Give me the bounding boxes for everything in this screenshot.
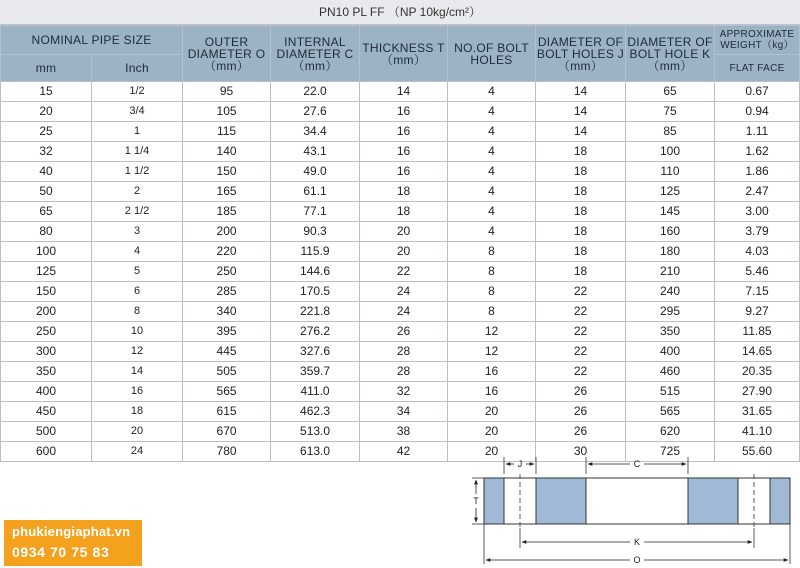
- dimension-t: [472, 478, 484, 524]
- cell-bolt-count: 4: [448, 202, 536, 222]
- cell-bolt-count: 4: [448, 222, 536, 242]
- cell-internal-diameter: 43.1: [271, 142, 360, 162]
- cell-bolt-count: 16: [448, 362, 536, 382]
- cell-weight: 1.62: [715, 142, 800, 162]
- cell-bolt-hole-diameter: 30: [536, 442, 626, 462]
- cell-bolt-hole-diameter: 18: [536, 242, 626, 262]
- cell-outer-diameter: 615: [183, 402, 271, 422]
- cell-thickness: 16: [360, 162, 448, 182]
- cell-mm: 15: [1, 82, 92, 102]
- header-flat-face: FLAT FACE: [715, 55, 800, 82]
- cell-bolt-circle-diameter: 295: [626, 302, 715, 322]
- cell-internal-diameter: 221.8: [271, 302, 360, 322]
- cell-bolt-count: 16: [448, 382, 536, 402]
- table-row: [1, 402, 800, 422]
- label-k: K: [633, 537, 641, 547]
- cell-thickness: 32: [360, 382, 448, 402]
- cell-bolt-hole-diameter: 22: [536, 282, 626, 302]
- cell-mm: 300: [1, 342, 92, 362]
- cell-inch: 12: [92, 342, 183, 362]
- table-title: PN10 PL FF （NP 10kg/cm²）: [0, 0, 800, 25]
- cell-mm: 32: [1, 142, 92, 162]
- cell-internal-diameter: 90.3: [271, 222, 360, 242]
- cell-thickness: 24: [360, 282, 448, 302]
- cell-weight: 55.60: [715, 442, 800, 462]
- cell-outer-diameter: 95: [183, 82, 271, 102]
- cell-internal-diameter: 77.1: [271, 202, 360, 222]
- cell-inch: 20: [92, 422, 183, 442]
- brand-watermark: [4, 520, 142, 566]
- cell-weight: 27.90: [715, 382, 800, 402]
- cell-bolt-count: 4: [448, 122, 536, 142]
- table-row: [1, 142, 800, 162]
- cell-mm: 65: [1, 202, 92, 222]
- cell-thickness: 16: [360, 122, 448, 142]
- header-mm: mm: [1, 55, 92, 82]
- cell-bolt-count: 12: [448, 322, 536, 342]
- dimension-k: [520, 528, 754, 548]
- cell-internal-diameter: 22.0: [271, 82, 360, 102]
- cell-bolt-hole-diameter: 18: [536, 262, 626, 282]
- table-row: [1, 222, 800, 242]
- cell-internal-diameter: 144.6: [271, 262, 360, 282]
- cell-bolt-circle-diameter: 240: [626, 282, 715, 302]
- cell-bolt-circle-diameter: 350: [626, 322, 715, 342]
- cell-bolt-hole-diameter: 18: [536, 162, 626, 182]
- table-row: [1, 102, 800, 122]
- header-bolt-circle-diameter: DIAMETER OF BOLT HOLE K（mm）: [626, 26, 715, 82]
- label-c: C: [633, 459, 641, 469]
- cell-inch: 2: [92, 182, 183, 202]
- cell-thickness: 22: [360, 262, 448, 282]
- cell-mm: 200: [1, 302, 92, 322]
- cell-thickness: 18: [360, 202, 448, 222]
- dimension-j: [504, 457, 536, 474]
- table-row: [1, 202, 800, 222]
- cell-outer-diameter: 670: [183, 422, 271, 442]
- cell-bolt-count: 8: [448, 302, 536, 322]
- cell-inch: 1/2: [92, 82, 183, 102]
- table-row: [1, 242, 800, 262]
- cell-inch: 14: [92, 362, 183, 382]
- cell-internal-diameter: 513.0: [271, 422, 360, 442]
- cell-bolt-count: 4: [448, 82, 536, 102]
- flange-spec-table: [0, 25, 800, 462]
- cell-outer-diameter: 220: [183, 242, 271, 262]
- cell-bolt-count: 8: [448, 282, 536, 302]
- cell-weight: 20.35: [715, 362, 800, 382]
- cell-thickness: 20: [360, 222, 448, 242]
- table-row: [1, 302, 800, 322]
- cell-inch: 1 1/4: [92, 142, 183, 162]
- cell-bolt-count: 12: [448, 342, 536, 362]
- cell-mm: 350: [1, 362, 92, 382]
- cell-thickness: 16: [360, 142, 448, 162]
- header-internal-diameter: INTERNAL DIAMETER C（mm）: [271, 26, 360, 82]
- cell-mm: 80: [1, 222, 92, 242]
- cell-inch: 10: [92, 322, 183, 342]
- cell-outer-diameter: 395: [183, 322, 271, 342]
- cell-bolt-hole-diameter: 26: [536, 422, 626, 442]
- cell-weight: 7.15: [715, 282, 800, 302]
- cell-thickness: 26: [360, 322, 448, 342]
- cell-inch: 1 1/2: [92, 162, 183, 182]
- cell-thickness: 28: [360, 362, 448, 382]
- cell-bolt-circle-diameter: 160: [626, 222, 715, 242]
- label-t: T: [473, 496, 479, 506]
- cell-internal-diameter: 49.0: [271, 162, 360, 182]
- brand-website: phukiengiaphat.vn: [12, 524, 131, 539]
- cell-internal-diameter: 462.3: [271, 402, 360, 422]
- cell-thickness: 34: [360, 402, 448, 422]
- cell-outer-diameter: 780: [183, 442, 271, 462]
- header-inch: Inch: [92, 55, 183, 82]
- header-approximate-weight: APPROXIMATE WEIGHT（kg）: [715, 26, 800, 55]
- table-row: [1, 362, 800, 382]
- table-row: [1, 422, 800, 442]
- cell-bolt-hole-diameter: 18: [536, 142, 626, 162]
- cell-bolt-count: 4: [448, 102, 536, 122]
- cell-inch: 6: [92, 282, 183, 302]
- cell-inch: 5: [92, 262, 183, 282]
- cell-bolt-count: 20: [448, 422, 536, 442]
- header-bolt-holes-count: NO.OF BOLT HOLES: [448, 26, 536, 82]
- cell-inch: 3/4: [92, 102, 183, 122]
- cell-bolt-circle-diameter: 145: [626, 202, 715, 222]
- table-row: [1, 322, 800, 342]
- cell-mm: 20: [1, 102, 92, 122]
- cell-bolt-hole-diameter: 26: [536, 402, 626, 422]
- cell-thickness: 20: [360, 242, 448, 262]
- flange-section: [484, 474, 790, 528]
- cell-weight: 1.11: [715, 122, 800, 142]
- cell-weight: 41.10: [715, 422, 800, 442]
- cell-bolt-circle-diameter: 210: [626, 262, 715, 282]
- cell-outer-diameter: 165: [183, 182, 271, 202]
- cell-thickness: 28: [360, 342, 448, 362]
- cell-bolt-count: 20: [448, 442, 536, 462]
- cell-outer-diameter: 115: [183, 122, 271, 142]
- cell-internal-diameter: 27.6: [271, 102, 360, 122]
- cell-bolt-circle-diameter: 620: [626, 422, 715, 442]
- cell-weight: 9.27: [715, 302, 800, 322]
- cell-weight: 5.46: [715, 262, 800, 282]
- cell-mm: 40: [1, 162, 92, 182]
- cell-bolt-circle-diameter: 515: [626, 382, 715, 402]
- cell-weight: 4.03: [715, 242, 800, 262]
- cell-outer-diameter: 445: [183, 342, 271, 362]
- cell-weight: 3.79: [715, 222, 800, 242]
- brand-phone: 0934 70 75 83: [12, 544, 110, 560]
- cell-bolt-circle-diameter: 110: [626, 162, 715, 182]
- cell-thickness: 14: [360, 82, 448, 102]
- table-body: [1, 82, 800, 462]
- cell-bolt-count: 8: [448, 242, 536, 262]
- table-row: [1, 162, 800, 182]
- table-row: [1, 122, 800, 142]
- table-row: [1, 262, 800, 282]
- cell-outer-diameter: 250: [183, 262, 271, 282]
- cell-bolt-circle-diameter: 400: [626, 342, 715, 362]
- cell-outer-diameter: 200: [183, 222, 271, 242]
- cell-mm: 125: [1, 262, 92, 282]
- cell-bolt-count: 4: [448, 182, 536, 202]
- table-row: [1, 282, 800, 302]
- cell-bolt-count: 20: [448, 402, 536, 422]
- cell-inch: 1: [92, 122, 183, 142]
- header-thickness: THICKNESS T（mm）: [360, 26, 448, 82]
- cell-internal-diameter: 34.4: [271, 122, 360, 142]
- cell-bolt-circle-diameter: 180: [626, 242, 715, 262]
- cell-internal-diameter: 327.6: [271, 342, 360, 362]
- cell-internal-diameter: 61.1: [271, 182, 360, 202]
- cell-weight: 14.65: [715, 342, 800, 362]
- cell-outer-diameter: 340: [183, 302, 271, 322]
- cell-outer-diameter: 185: [183, 202, 271, 222]
- cell-bolt-circle-diameter: 565: [626, 402, 715, 422]
- cell-inch: 24: [92, 442, 183, 462]
- cell-bolt-hole-diameter: 14: [536, 82, 626, 102]
- cell-bolt-circle-diameter: 65: [626, 82, 715, 102]
- cell-bolt-hole-diameter: 18: [536, 222, 626, 242]
- cell-bolt-count: 4: [448, 142, 536, 162]
- cell-mm: 450: [1, 402, 92, 422]
- header-nominal-pipe-size: NOMINAL PIPE SIZE: [1, 26, 183, 55]
- cell-mm: 50: [1, 182, 92, 202]
- cell-bolt-circle-diameter: 75: [626, 102, 715, 122]
- header-bolt-hole-diameter: DIAMETER OF BOLT HOLES J（mm）: [536, 26, 626, 82]
- cell-bolt-hole-diameter: 22: [536, 302, 626, 322]
- cell-bolt-circle-diameter: 460: [626, 362, 715, 382]
- cell-weight: 3.00: [715, 202, 800, 222]
- cell-bolt-circle-diameter: 125: [626, 182, 715, 202]
- cell-mm: 500: [1, 422, 92, 442]
- cell-bolt-hole-diameter: 22: [536, 362, 626, 382]
- cell-thickness: 18: [360, 182, 448, 202]
- cell-bolt-hole-diameter: 22: [536, 322, 626, 342]
- cell-weight: 31.65: [715, 402, 800, 422]
- cell-inch: 4: [92, 242, 183, 262]
- header-outer-diameter: OUTER DIAMETER O（mm）: [183, 26, 271, 82]
- cell-internal-diameter: 170.5: [271, 282, 360, 302]
- cell-inch: 16: [92, 382, 183, 402]
- cell-weight: 11.85: [715, 322, 800, 342]
- cell-inch: 2 1/2: [92, 202, 183, 222]
- cell-mm: 25: [1, 122, 92, 142]
- cell-mm: 100: [1, 242, 92, 262]
- cell-internal-diameter: 613.0: [271, 442, 360, 462]
- cell-bolt-circle-diameter: 85: [626, 122, 715, 142]
- cell-bolt-circle-diameter: 100: [626, 142, 715, 162]
- cell-bolt-count: 8: [448, 262, 536, 282]
- cell-outer-diameter: 105: [183, 102, 271, 122]
- table-row: [1, 82, 800, 102]
- cell-bolt-count: 4: [448, 162, 536, 182]
- table-row: [1, 182, 800, 202]
- cell-internal-diameter: 411.0: [271, 382, 360, 402]
- cell-outer-diameter: 150: [183, 162, 271, 182]
- cell-weight: 2.47: [715, 182, 800, 202]
- cell-mm: 150: [1, 282, 92, 302]
- label-o: O: [633, 555, 641, 565]
- cell-inch: 18: [92, 402, 183, 422]
- cell-internal-diameter: 115.9: [271, 242, 360, 262]
- cell-internal-diameter: 276.2: [271, 322, 360, 342]
- cell-inch: 8: [92, 302, 183, 322]
- cell-outer-diameter: 565: [183, 382, 271, 402]
- cell-bolt-hole-diameter: 18: [536, 182, 626, 202]
- dimension-c: [586, 457, 688, 474]
- cell-bolt-hole-diameter: 22: [536, 342, 626, 362]
- table-row: [1, 342, 800, 362]
- label-j: J: [517, 459, 523, 469]
- cell-bolt-hole-diameter: 26: [536, 382, 626, 402]
- cell-bolt-hole-diameter: 14: [536, 122, 626, 142]
- cell-inch: 3: [92, 222, 183, 242]
- cell-weight: 0.94: [715, 102, 800, 122]
- cell-bolt-hole-diameter: 18: [536, 202, 626, 222]
- cell-mm: 400: [1, 382, 92, 402]
- cell-thickness: 24: [360, 302, 448, 322]
- cell-outer-diameter: 285: [183, 282, 271, 302]
- cell-weight: 0.67: [715, 82, 800, 102]
- cell-thickness: 38: [360, 422, 448, 442]
- flange-cross-section-diagram: [470, 454, 800, 568]
- cell-bolt-circle-diameter: 725: [626, 442, 715, 462]
- cell-thickness: 42: [360, 442, 448, 462]
- cell-bolt-hole-diameter: 14: [536, 102, 626, 122]
- table-row: [1, 382, 800, 402]
- cell-outer-diameter: 505: [183, 362, 271, 382]
- cell-mm: 250: [1, 322, 92, 342]
- cell-internal-diameter: 359.7: [271, 362, 360, 382]
- cell-mm: 600: [1, 442, 92, 462]
- cell-thickness: 16: [360, 102, 448, 122]
- cell-outer-diameter: 140: [183, 142, 271, 162]
- cell-weight: 1.86: [715, 162, 800, 182]
